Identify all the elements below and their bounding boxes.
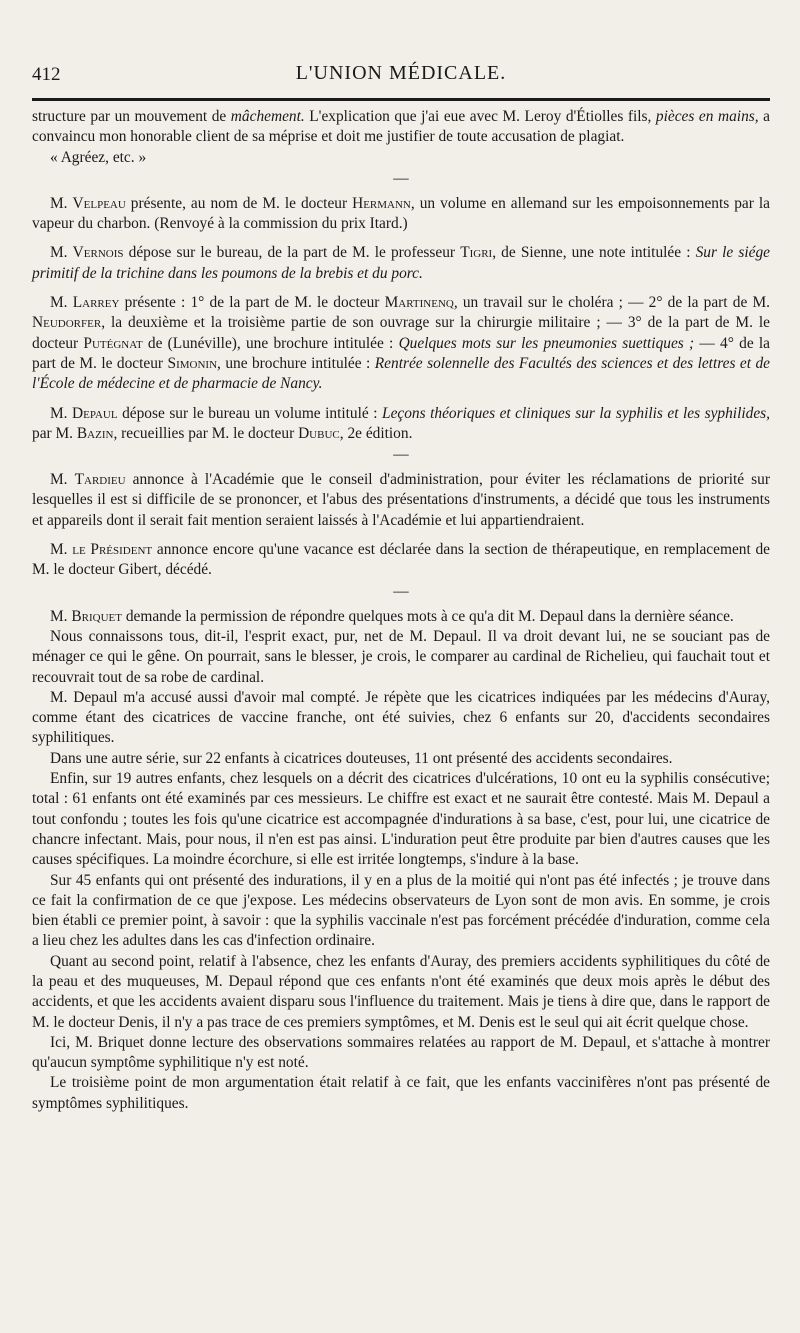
- text-run: , recueillies par M. le docteur: [113, 424, 299, 442]
- paragraph: [32, 749, 770, 769]
- text-run: annonce encore qu'une vacance est déclarée dans la section de thérapeutique, en remplacement de M. le docteur Gibert, décédé.: [32, 541, 770, 579]
- text-run: Ici, M. Briquet donne lecture des observations sommaires relatées au rapport de M. Depaul, et s'attache à montrer qu'aucun symptôme syphilitique n'y est noté.: [32, 1033, 770, 1072]
- person-name: Tardieu: [74, 471, 126, 489]
- italic-title: mâchement.: [230, 108, 305, 125]
- person-name: Briquet: [71, 607, 122, 625]
- person-name: Hermann: [352, 194, 411, 212]
- paragraph: [32, 871, 770, 952]
- paragraph: [32, 769, 770, 870]
- paragraph: [32, 952, 770, 1033]
- text-run: , la deuxième et la troisième partie de son ouvrage sur la chirurgie militaire ; — 3° de la part de M. le docteur: [32, 314, 770, 352]
- paragraph: [32, 1073, 770, 1114]
- text-run: M.: [50, 471, 75, 489]
- text-run: M.: [50, 541, 73, 559]
- text-run: , une brochure intitulée :: [217, 354, 375, 372]
- italic-title: Leçons théoriques et cliniques sur la syphilis et les syphilides,: [382, 404, 770, 422]
- text-run: , un travail sur le choléra ; — 2° de la part de M.: [453, 294, 770, 312]
- person-name: Depaul: [72, 404, 118, 422]
- text-run: « Agréez, etc. »: [50, 148, 147, 166]
- text-run: , de Sienne, une note intitulée :: [492, 244, 696, 262]
- section-separator: —: [393, 582, 409, 600]
- text-run: annonce à l'Académie que le conseil d'administration, pour éviter les réclamations de priorité sur lesquelles il est si difficile de se prononcer, et l'abus des présentations d'instruments, a décidé que tous les instruments et appareils dont il serait fait mention seraient laissés à l'Académie et lui appartiendraient.: [32, 471, 770, 529]
- paragraph: [32, 404, 770, 445]
- text-run: de (Lunéville), une brochure intitulée :: [142, 334, 399, 352]
- paragraph: [32, 243, 770, 284]
- text-run: M. Depaul m'a accusé aussi d'avoir mal compté. Je répète que les cicatrices indiquées par les médecins d'Auray, comme étant des cicatrices de vaccine franche, ont été suivies, chez 6 enfants sur 20, d'accidents secondaires syphilitiques.: [32, 688, 770, 747]
- italic-title: Sur le siége primitif de la trichine dans les poumons de la brebis et du porc.: [32, 244, 770, 282]
- person-name: Tigri: [460, 244, 493, 262]
- person-name: Vernois: [72, 244, 124, 262]
- text-run: M.: [50, 607, 72, 625]
- text-run: M.: [50, 194, 73, 212]
- text-run: structure par un mouvement de: [32, 108, 231, 125]
- text-run: Enfin, sur 19 autres enfants, chez lesquels on a décrit des cicatrices d'ulcérations, 10 ont eu la syphilis consécutive; total : 61 enfants ont été examinés par ces messieurs. Le chiffre est exact et ne saurait être contesté. Mais M. Depaul a tout confondu ; toutes les fois qu'une cicatrice est accompagnée d'indurations à sa base, c'est, pour lui, une cicatrice de chancre infectant. Mais, pour nous, il n'en est pas ainsi. L'induration peut être produite par bien d'autres causes que les causes spécifiques. La moindre écorchure, si elle est irritée longtemps, s'indure à la base.: [32, 770, 770, 869]
- text-run: dépose sur le bureau un volume intitulé :: [117, 404, 383, 422]
- person-name: Dubuc: [298, 424, 340, 442]
- text-run: Quant au second point, relatif à l'absence, chez les enfants d'Auray, des premiers accidents syphilitiques du côté de la peau et des muqueuses, M. Depaul répond que ces enfants n'ont été examinés que deux mois après le début des accidents, et que les accidents avaient disparu sous l'influence du traitement. Mais je tiens à dire que, dans le rapport de M. le docteur Denis, il n'y a pas trace de ces premiers symptômes, et M. Denis est le seul qui ait écrit quelque chose.: [32, 952, 770, 1031]
- text-run: Le troisième point de mon argumentation était relatif à ce fait, que les enfants vaccinifères n'ont pas présenté de symptômes syphilitiques.: [32, 1074, 770, 1112]
- paragraph: [32, 107, 770, 148]
- person-name: Putégnat: [83, 334, 143, 352]
- paragraph: [32, 540, 770, 581]
- person-name: Larrey: [72, 294, 120, 312]
- paragraph: [32, 148, 770, 168]
- text-run: Nous connaissons tous, dit-il, l'esprit exact, pur, net de M. Depaul. Il va droit devant lui, ne se souciant pas de ménager ce qui le gêne. On pourrait, sans le blesser, je crois, le comparer au cardinal de Richelieu, qui fauchait tout et recouvrait tout de sa robe de cardinal.: [32, 627, 770, 686]
- text-run: présente, au nom de M. le docteur: [125, 194, 353, 212]
- person-name: le Président: [72, 541, 153, 559]
- italic-title: Quelques mots sur les pneumonies suettiques ;: [398, 334, 695, 352]
- page-header: [32, 60, 770, 92]
- section-separator: —: [393, 446, 409, 464]
- paragraph: [32, 627, 770, 688]
- page-number: 412: [32, 64, 61, 85]
- paragraph: [32, 688, 770, 749]
- text-run: a convaincu mon honorable client de sa méprise et doit me justifier de toute accusation de plagiat.: [32, 108, 770, 146]
- text-run: M.: [50, 294, 73, 312]
- text-run: Sur 45 enfants qui ont présenté des indurations, il y en a plus de la moitié qui n'ont pas été infectés ; je trouve dans ce fait la confirmation de ce que j'expose. Les médecins observateurs de Lyon sont de mon avis. En somme, je crois bien établi ce premier point, à savoir : que la syphilis vaccinale n'est pas forcément précédée d'induration, comme cela a lieu chez les adultes dans les cas d'infection ordinaire.: [32, 871, 770, 950]
- text-run: , un volume en allemand sur les empoisonnements par la vapeur du charbon. (Renvoyé à la commission du prix Itard.): [32, 194, 770, 233]
- italic-title: Rentrée solennelle des Facultés des sciences et des lettres et de l'École de médecine et de pharmacie de Nancy.: [32, 354, 771, 393]
- section-separator: —: [393, 169, 409, 187]
- text-run: M.: [50, 404, 73, 422]
- person-name: Simonin: [167, 354, 218, 372]
- header-rule: [32, 98, 770, 101]
- document-body: [32, 107, 770, 1114]
- text-run: présente : 1° de la part de M. le docteur: [119, 294, 385, 312]
- text-run: — 4° de la part de M. le docteur: [32, 334, 770, 372]
- italic-title: pièces en mains,: [655, 108, 759, 125]
- text-run: L'explication que j'ai eue avec M. Leroy d'Étiolles fils,: [304, 108, 656, 125]
- paragraph: [32, 194, 770, 235]
- text-run: Dans une autre série, sur 22 enfants à cicatrices douteuses, 11 ont présenté des accidents secondaires.: [50, 749, 673, 767]
- paragraph: [32, 293, 770, 394]
- text-run: par M.: [32, 424, 77, 442]
- paragraph: [32, 607, 770, 627]
- text-run: , 2e édition.: [339, 424, 413, 442]
- person-name: Velpeau: [72, 194, 126, 212]
- person-name: Bazin: [76, 424, 114, 442]
- person-name: Martinenq: [384, 294, 454, 312]
- paragraph: [32, 470, 770, 531]
- text-run: demande la permission de répondre quelques mots à ce qu'a dit M. Depaul dans la dernière séance.: [121, 607, 734, 625]
- person-name: Neudorfer: [32, 314, 102, 332]
- paragraph: [32, 1033, 770, 1074]
- text-run: M.: [50, 244, 73, 262]
- running-title: L'UNION MÉDICALE.: [295, 62, 507, 84]
- text-run: dépose sur le bureau, de la part de M. le professeur: [123, 244, 461, 262]
